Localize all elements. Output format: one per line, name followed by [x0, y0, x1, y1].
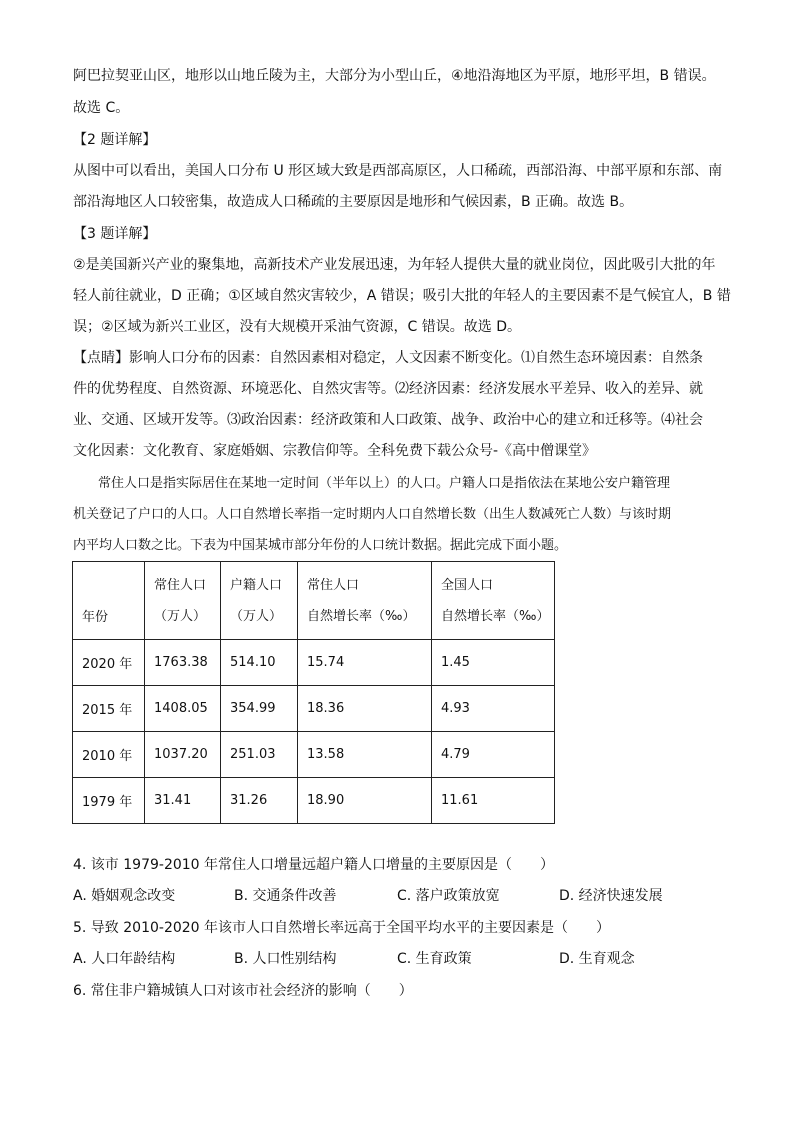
option-b[interactable]: B. 人口性别结构: [234, 951, 337, 967]
population-table: [72, 561, 555, 824]
table-cell: 1.45: [432, 640, 555, 686]
table-header-cell: 户籍人口 （万人）: [221, 562, 298, 640]
table-cell: 31.41: [145, 778, 221, 824]
option-a[interactable]: A. 婚姻观念改变: [73, 888, 176, 904]
table-cell: 1763.38: [145, 640, 221, 686]
table-header-cell: 常住人口 自然增长率（‰）: [298, 562, 432, 640]
option-b[interactable]: B. 交通条件改善: [234, 888, 337, 904]
table-cell: 2010 年: [73, 732, 145, 778]
tip-line: 【点睛】影响人口分布的因素：自然因素相对稳定，人文因素不断变化。⑴自然生态环境因素：自然条: [73, 350, 703, 366]
table-row: [73, 686, 555, 732]
tip-line: 文化因素：文化教育、家庭婚姻、宗教信仰等。全科免费下载公众号-《高中僧课堂》: [73, 443, 597, 459]
option-a[interactable]: A. 人口年龄结构: [73, 951, 176, 967]
table-cell: 2020 年: [73, 640, 145, 686]
intro-line: 常住人口是指实际居住在某地一定时间（半年以上）的人口。户籍人口是指依法在某地公安户籍管理: [98, 476, 671, 491]
section-heading: 【3 题详解】: [73, 226, 157, 242]
option-c[interactable]: C. 生育政策: [397, 951, 472, 967]
table-header-cell: 全国人口 自然增长率（‰）: [432, 562, 555, 640]
paragraph-line: 误；②区域为新兴工业区，没有大规模开采油气资源，C 错误。故选 D。: [73, 319, 522, 335]
table-cell: 15.74: [298, 640, 432, 686]
paragraph-line: 阿巴拉契亚山区，地形以山地丘陵为主，大部分为小型山丘，④地沿海地区为平原，地形平坦，B 错误。: [73, 68, 716, 84]
table-cell: 1408.05: [145, 686, 221, 732]
table-cell: 2015 年: [73, 686, 145, 732]
tip-line: 业、交通、区域开发等。⑶政治因素：经济政策和人口政策、战争、政治中心的建立和迁移等。⑷社会: [73, 412, 703, 428]
table-row: [73, 732, 555, 778]
question-6: 6. 常住非户籍城镇人口对该市社会经济的影响（ ）: [73, 983, 413, 999]
table-row: [73, 778, 555, 824]
paragraph-line: 部沿海地区人口较密集，故造成人口稀疏的主要原因是地形和气候因素，B 正确。故选 B。: [73, 194, 634, 210]
table-cell: 1979 年: [73, 778, 145, 824]
table-cell: 13.58: [298, 732, 432, 778]
intro-line: 内平均人口数之比。下表为中国某城市部分年份的人口统计数据。据此完成下面小题。: [73, 538, 568, 553]
table-cell: 18.36: [298, 686, 432, 732]
paragraph-line: ②是美国新兴产业的聚集地，高新技术产业发展迅速，为年轻人提供大量的就业岗位，因此吸引大批的年: [73, 257, 716, 273]
option-c[interactable]: C. 落户政策放宽: [397, 888, 500, 904]
table-cell: 4.79: [432, 732, 555, 778]
table-header-cell: 常住人口 （万人）: [145, 562, 221, 640]
table-cell: 514.10: [221, 640, 298, 686]
table-cell: 354.99: [221, 686, 298, 732]
question-5: 5. 导致 2010-2020 年该市人口自然增长率远高于全国平均水平的主要因素是（ ）: [73, 920, 611, 936]
intro-line: 机关登记了户口的人口。人口自然增长率指一定时期内人口自然增长数（出生人数减死亡人数）与该时期: [73, 507, 672, 522]
table-header-cell: 年份: [73, 562, 145, 640]
paragraph-line: 故选 C。: [73, 100, 130, 116]
paragraph-line: 从图中可以看出，美国人口分布 U 形区域大致是西部高原区，人口稀疏，西部沿海、中部平原和东部、南: [73, 163, 723, 179]
option-d[interactable]: D. 经济快速发展: [559, 888, 663, 904]
tip-line: 件的优势程度、自然资源、环境恶化、自然灾害等。⑵经济因素：经济发展水平差异、收入的差异、就: [73, 381, 703, 397]
paragraph-line: 轻人前往就业，D 正确；①区域自然灾害较少，A 错误；吸引大批的年轻人的主要因素不是气候宜人，B 错: [73, 288, 731, 304]
table-header-row: [73, 562, 555, 640]
table-cell: 31.26: [221, 778, 298, 824]
table-cell: 11.61: [432, 778, 555, 824]
table-row: [73, 640, 555, 686]
option-d[interactable]: D. 生育观念: [559, 951, 635, 967]
table-cell: 18.90: [298, 778, 432, 824]
section-heading: 【2 题详解】: [73, 132, 157, 148]
table-cell: 251.03: [221, 732, 298, 778]
question-4: 4. 该市 1979-2010 年常住人口增量远超户籍人口增量的主要原因是（ ）: [73, 857, 555, 873]
table-cell: 1037.20: [145, 732, 221, 778]
table-cell: 4.93: [432, 686, 555, 732]
